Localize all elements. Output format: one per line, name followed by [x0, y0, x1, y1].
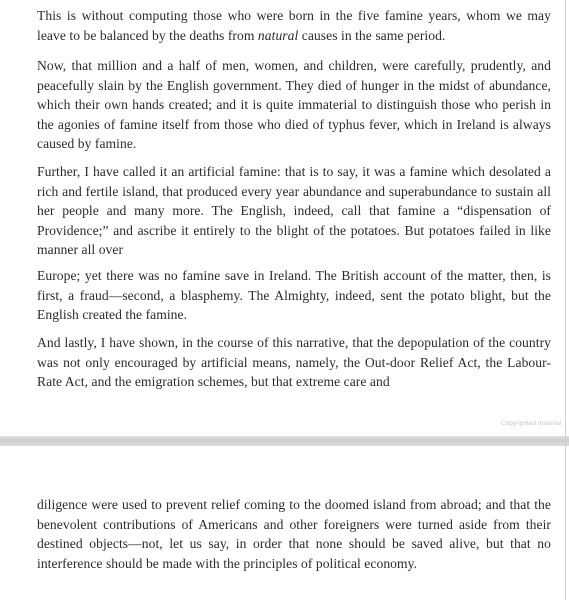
paragraph-1-text-end: causes in the same period.: [298, 27, 446, 43]
page-edge-line: [565, 0, 566, 600]
copyright-watermark: Copyrighted material: [501, 420, 561, 427]
paragraph-4: Europe; yet there was no famine save in Ireland. The British account of the matter, then, is first, a fraud—second, a blasphemy. The Almighty, indeed, sent the potato blight, but the English created the famine.: [37, 268, 551, 323]
paragraph-1: [37, 6, 551, 45]
paragraph-1-text-start: This is without computing those who were born in the five famine years, whom we may leave to be balanced by the deaths from: [37, 8, 551, 43]
paragraph-5: And lastly, I have shown, in the course of this narrative, that the depopulation of the country was not only encouraged by artificial means, namely, the Out-door Relief Act, the Labour-Rate Act, and the emigration schemes, but that extreme care and: [37, 335, 551, 390]
page-divider: [0, 436, 569, 446]
paragraph-1-italic-word: natural: [257, 27, 299, 43]
paragraph-3: Further, I have called it an artificial famine: that is to say, it was a famine which desolated a rich and fertile island, that produced every year abundance and superabundance to sustain all her people and many more. The English, indeed, call that famine a “dispensation of Providence;” and ascribe it entirely to the blight of the potatoes. But potatoes failed in like manner all over: [37, 164, 551, 258]
paragraph-2: Now, that million and a half of men, women, and children, were carefully, prudently, and peacefully slain by the English government. They died of hunger in the midst of abundance, which their own hands created; and it is quite immaterial to distinguish those who perish in the agonies of famine itself from those who died of typhus fever, which in Ireland is always caused by famine.: [37, 58, 551, 152]
paragraph-6: diligence were used to prevent relief coming to the doomed island from abroad; and that the benevolent contributions of Americans and other foreigners were turned aside from their destined objects—not, let us say, in order that none should be saved alive, but that no interference should be made with the principles of political economy.: [37, 497, 551, 571]
